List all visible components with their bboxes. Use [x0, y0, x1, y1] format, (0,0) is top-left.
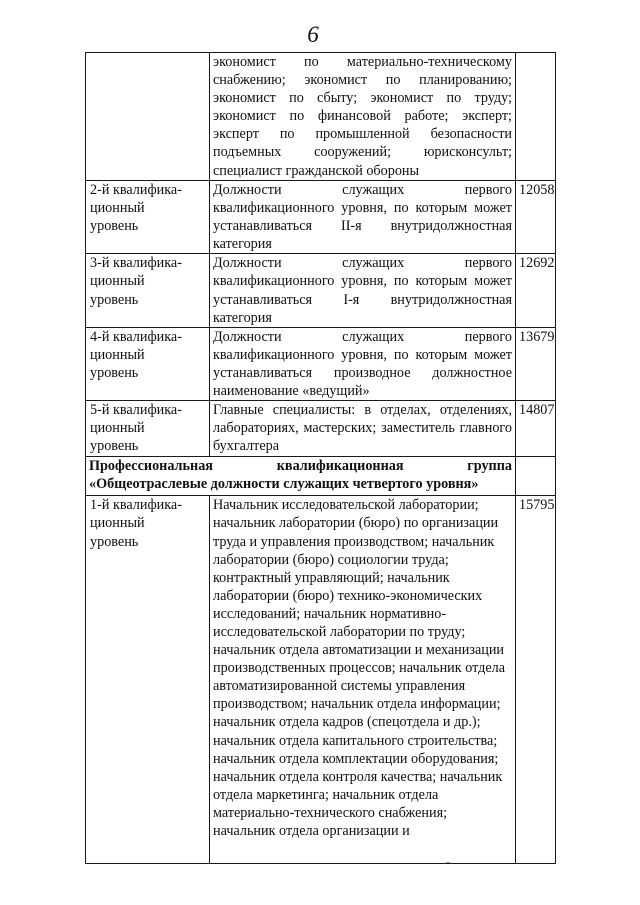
professional-group-header: [86, 457, 516, 496]
qualification-level-cell: 1-й квалифика- ционный уровень: [86, 496, 210, 864]
positions-cell: Начальник исследовательской лаборатории; начальник лаборатории (бюро) по организации труда и управления производством; начальник лаборатории (бюро) социологии труда; контрактный управляющий; начальник лаборатории (бюро) технико-экономических исследований; начальник нормативно-исследовательской лаборатории по труду; начальник отдела автоматизации и механизации производственных процессов; начальник отдела автоматизированной системы управления производством; начальник отдела информации; начальник отдела кадров (спецотдела и др.); начальник отдела капитального строительства; начальник отдела комплектации оборудования; начальник отдела контроля качества; начальник отдела маркетинга; начальник отдела материально-технического снабжения; начальник отдела организации и: [210, 496, 516, 864]
group-header-row: [86, 457, 556, 496]
table-row: [86, 401, 556, 457]
scan-speck: [446, 862, 450, 863]
group-header-line-1: Профессиональная квалификационная группа: [89, 458, 512, 475]
qualification-level-cell: 3-й квалифика- ционный уровень: [86, 254, 210, 327]
positions-cell: Должности служащих первого квалификационного уровня, по которым может устанавливаться I-я внутридолжностная категория: [210, 254, 516, 327]
salary-cell-empty: [516, 457, 556, 496]
qualification-level-cell: [86, 53, 210, 181]
qualification-level-cell: 2-й квалифика- ционный уровень: [86, 181, 210, 254]
qualification-level-cell: 5-й квалифика- ционный уровень: [86, 401, 210, 457]
salary-table: [85, 52, 556, 864]
table-row: [86, 254, 556, 327]
page-number: 6: [307, 22, 319, 47]
table-row: [86, 181, 556, 254]
table-row: [86, 327, 556, 400]
positions-cell: Должности служащих первого квалификационного уровня, по которым может устанавливаться II-я внутридолжностная категория: [210, 181, 516, 254]
positions-cell: Главные специалисты: в отделах, отделениях, лабораториях, мастерских; заместитель главного бухгалтера: [210, 401, 516, 457]
positions-cell: Должности служащих первого квалификационного уровня, по которым может устанавливаться производное должностное наименование «ведущий»: [210, 327, 516, 400]
salary-cell: 12692: [516, 254, 556, 327]
table-row: [86, 53, 556, 181]
positions-cell: экономист по материально-техническому снабжению; экономист по планированию; экономист по сбыту; экономист по труду; экономист по финансовой работе; эксперт; эксперт по промышленной безопасности подъемных сооружений; юрисконсульт; специалист гражданской обороны: [210, 53, 516, 181]
salary-cell: 15795: [516, 496, 556, 864]
salary-cell: 14807: [516, 401, 556, 457]
group-header-line-2: «Общеотраслевые должности служащих четвертого уровня»: [89, 476, 479, 493]
table-row: [86, 496, 556, 864]
qualification-level-cell: 4-й квалифика- ционный уровень: [86, 327, 210, 400]
salary-cell: [516, 53, 556, 181]
salary-cell: 12058: [516, 181, 556, 254]
salary-cell: 13679: [516, 327, 556, 400]
